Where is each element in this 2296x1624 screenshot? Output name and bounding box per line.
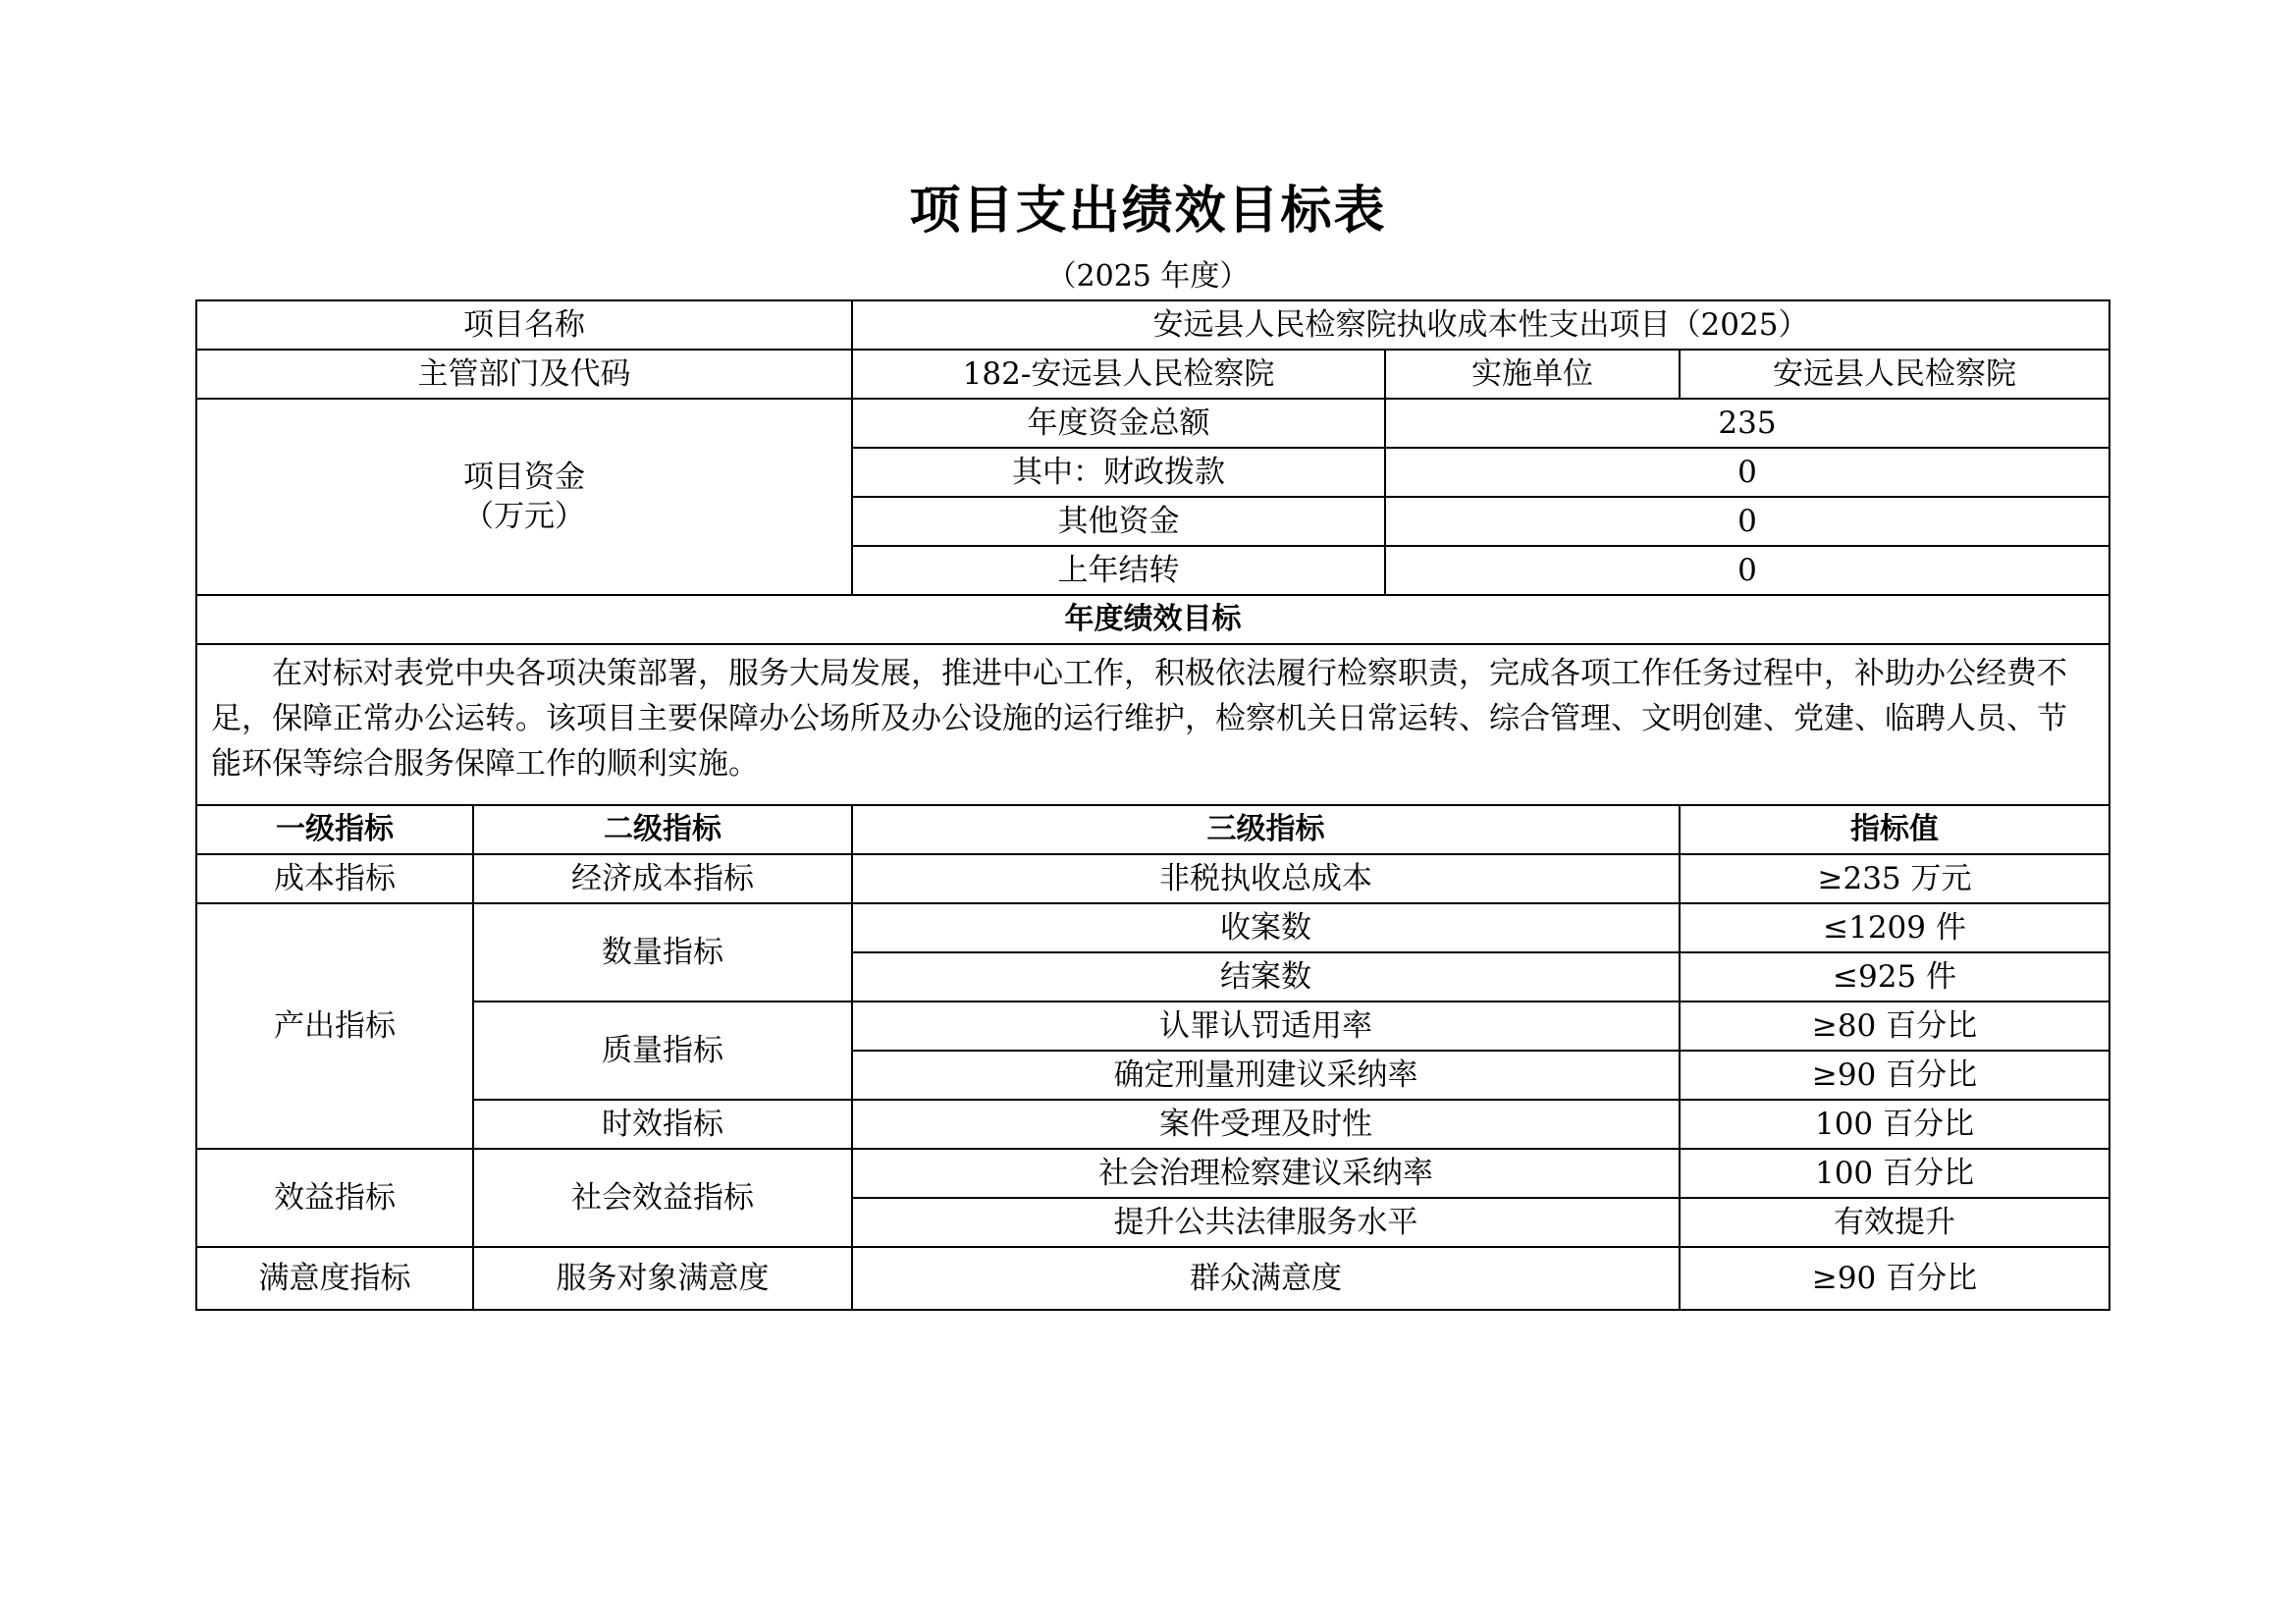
level3-cell: 群众满意度 <box>852 1247 1680 1310</box>
funds-other-label: 其他资金 <box>852 497 1385 546</box>
level1-cell: 满意度指标 <box>196 1247 473 1310</box>
funds-other-value: 0 <box>1385 497 2109 546</box>
level2-cell: 社会效益指标 <box>473 1149 852 1247</box>
table-row <box>196 854 2109 903</box>
value-cell: 有效提升 <box>1680 1198 2109 1247</box>
implementing-unit-value: 安远县人民检察院 <box>1680 350 2109 399</box>
level1-header: 一级指标 <box>196 805 473 854</box>
project-name-value: 安远县人民检察院执收成本性支出项目（2025） <box>852 300 2109 350</box>
level3-cell: 认罪认罚适用率 <box>852 1001 1680 1051</box>
level3-cell: 确定刑量刑建议采纳率 <box>852 1051 1680 1100</box>
value-cell: ≤1209 件 <box>1680 903 2109 952</box>
level1-cell: 成本指标 <box>196 854 473 903</box>
table-row <box>196 1247 2109 1310</box>
project-name-row <box>196 300 2109 350</box>
level3-cell: 非税执收总成本 <box>852 854 1680 903</box>
level3-cell: 社会治理检察建议采纳率 <box>852 1149 1680 1198</box>
value-cell: ≥90 百分比 <box>1680 1247 2109 1310</box>
level1-cell: 产出指标 <box>196 903 473 1149</box>
level2-cell: 时效指标 <box>473 1100 852 1149</box>
level2-cell: 质量指标 <box>473 1001 852 1100</box>
level3-cell: 结案数 <box>852 952 1680 1001</box>
value-cell: ≥90 百分比 <box>1680 1051 2109 1100</box>
page-subtitle: （2025 年度） <box>1046 259 1250 294</box>
value-cell: ≤925 件 <box>1680 952 2109 1001</box>
department-label: 主管部门及代码 <box>196 350 852 399</box>
indicator-value-header: 指标值 <box>1680 805 2109 854</box>
department-value: 182-安远县人民检察院 <box>852 350 1385 399</box>
funds-carryover-value: 0 <box>1385 546 2109 595</box>
value-cell: ≥80 百分比 <box>1680 1001 2109 1051</box>
level3-header: 三级指标 <box>852 805 1680 854</box>
implementing-unit-label: 实施单位 <box>1385 350 1680 399</box>
funds-label <box>196 399 852 595</box>
value-cell: 100 百分比 <box>1680 1149 2109 1198</box>
funds-total-label: 年度资金总额 <box>852 399 1385 448</box>
level3-cell: 案件受理及时性 <box>852 1100 1680 1149</box>
funds-row <box>196 399 2109 448</box>
annual-goal-header-row <box>196 595 2109 644</box>
level2-header: 二级指标 <box>473 805 852 854</box>
funds-fiscal-value: 0 <box>1385 448 2109 497</box>
indicator-header-row <box>196 805 2109 854</box>
table-row <box>196 1100 2109 1149</box>
level3-cell: 收案数 <box>852 903 1680 952</box>
level3-cell: 提升公共法律服务水平 <box>852 1198 1680 1247</box>
performance-table <box>195 299 2110 1311</box>
funds-carryover-label: 上年结转 <box>852 546 1385 595</box>
level2-cell: 经济成本指标 <box>473 854 852 903</box>
page-title: 项目支出绩效目标表 <box>909 182 1387 241</box>
table-row <box>196 903 2109 952</box>
annual-goal-text: 在对标对表党中央各项决策部署，服务大局发展，推进中心工作，积极依法履行检察职责，完成各项工作任务过程中，补助办公经费不足，保障正常办公运转。该项目主要保障办公场所及办公设施的运行维护，检察机关日常运转、综合管理、文明创建、党建、临聘人员、节能环保等综合服务保障工作的顺利实施。 <box>196 644 2109 805</box>
annual-goal-text-row <box>196 644 2109 805</box>
funds-label-line2: （万元） <box>463 499 585 534</box>
level2-cell: 服务对象满意度 <box>473 1247 852 1310</box>
funds-total-value: 235 <box>1385 399 2109 448</box>
table-row <box>196 1001 2109 1051</box>
level2-cell: 数量指标 <box>473 903 852 1001</box>
funds-label-line1: 项目资金 <box>463 460 585 495</box>
level1-cell: 效益指标 <box>196 1149 473 1247</box>
department-row <box>196 350 2109 399</box>
funds-fiscal-label: 其中：财政拨款 <box>852 448 1385 497</box>
table-row <box>196 1149 2109 1198</box>
value-cell: 100 百分比 <box>1680 1100 2109 1149</box>
value-cell: ≥235 万元 <box>1680 854 2109 903</box>
annual-goal-header: 年度绩效目标 <box>196 595 2109 644</box>
project-name-label: 项目名称 <box>196 300 852 350</box>
